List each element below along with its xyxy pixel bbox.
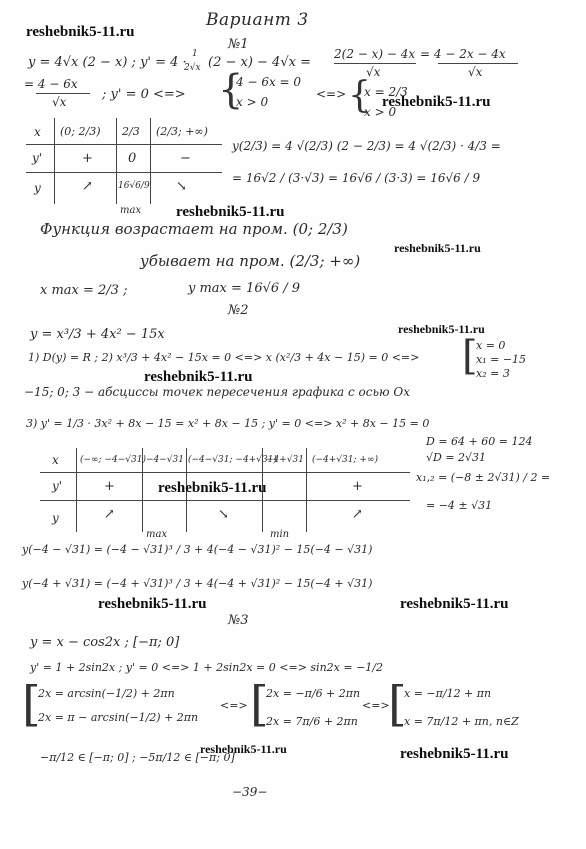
task-number-3: №3 (228, 613, 249, 628)
t1-frac3-bar (438, 63, 518, 64)
t2-roots-formula: x₁,₂ = (−8 ± 2√31) / 2 = (416, 471, 551, 484)
t2-table-min-label: min (270, 529, 290, 540)
watermark: reshebnik5-11.ru (158, 480, 267, 496)
t3-arrow-1: <=> (220, 699, 248, 712)
t1-frac-num: 1 (192, 49, 198, 59)
t1-system-eq2: x > 0 (236, 95, 269, 109)
t2-table-y-5: ↗ (352, 507, 363, 522)
t3-set2-eq2: 2x = 7π/6 + 2πn (266, 715, 358, 728)
watermark: reshebnik5-11.ru (382, 94, 491, 110)
t2-table-yp-1: + (104, 479, 115, 494)
t3-function: y = x − cos2x ; [−π; 0] (30, 635, 180, 650)
t1-frac3-den: √x (468, 65, 483, 79)
t1-table-yp-1: + (82, 151, 93, 166)
t2-table-y-3: ↘ (218, 507, 229, 522)
t3-set2-bracket: [ (250, 676, 269, 732)
t1-table-line (116, 118, 117, 204)
t3-set3-eq2: x = 7π/12 + πn, n∈Z (404, 715, 519, 728)
t3-set1-eq1: 2x = arcsin(−1/2) + 2πn (38, 687, 175, 700)
t2-intersection-note: −15; 0; 3 − абсциссы точек пересечения графика с осью Ox (24, 385, 411, 399)
watermark: reshebnik5-11.ru (398, 322, 485, 336)
watermark: reshebnik5-11.ru (144, 369, 253, 385)
t1-calc-2: = 16√2 / (3·√3) = 16√6 / (3·3) = 16√6 / 9 (232, 171, 481, 185)
t1-table-line (26, 144, 222, 145)
t3-set2-eq1: 2x = −π/6 + 2πn (266, 687, 361, 700)
t1-system2-brace: { (348, 75, 371, 116)
t1-table-yp-label: y' (32, 151, 43, 165)
t2-roots-value: = −4 ± √31 (426, 499, 493, 512)
t2-domain-and-roots: 1) D(y) = R ; 2) x³/3 + 4x² − 15x = 0 <=> x (x²/3 + 4x − 15) = 0 <=> (28, 351, 420, 364)
t2-table-line (40, 472, 410, 473)
t2-table-y-1: ↗ (104, 507, 115, 522)
t3-arrow-2: <=> (362, 699, 390, 712)
watermark: reshebnik5-11.ru (26, 24, 135, 40)
t1-ymax: y max = 16√6 / 9 (188, 281, 301, 296)
t1-simplified-bar (36, 93, 90, 94)
t3-derivative: y' = 1 + 2sin2x ; y' = 0 <=> 1 + 2sin2x = 0 <=> sin2x = −1/2 (30, 661, 383, 674)
t1-system-brace: { (218, 67, 244, 113)
watermark: reshebnik5-11.ru (400, 746, 509, 762)
t1-table-line (150, 118, 151, 204)
t1-frac2-num: 2(2 − x) − 4x (334, 47, 416, 61)
t2-table-line (306, 448, 307, 532)
t1-simplified-den: √x (52, 95, 67, 109)
t2-function: y = x³/3 + 4x² − 15x (30, 327, 165, 342)
t2-root-1: x₁ = −15 (476, 353, 527, 366)
t2-table-yp-label: y' (52, 479, 63, 493)
t3-set1-eq2: 2x = π − arcsin(−1/2) + 2πn (38, 711, 199, 724)
t2-table-line (40, 500, 410, 501)
page-number: −39− (232, 785, 268, 799)
watermark: reshebnik5-11.ru (394, 241, 481, 255)
t3-membership: −π/12 ∈ [−π; 0] ; −5π/12 ∈ [−π; 0] (40, 751, 235, 764)
t3-set3-eq1: x = −π/12 + πn (404, 687, 492, 700)
task-number-2: №2 (228, 303, 249, 318)
t1-table-yp-3: − (180, 151, 191, 166)
t2-y-at-max: y(−4 − √31) = (−4 − √31)³ / 3 + 4(−4 − √31)² − 15(−4 − √31) (22, 543, 373, 556)
t1-table-line (54, 118, 55, 204)
t1-system2-eq2: x > 0 (364, 105, 397, 119)
watermark: reshebnik5-11.ru (176, 204, 285, 220)
watermark: reshebnik5-11.ru (98, 596, 207, 612)
t2-root-0: x = 0 (476, 339, 506, 352)
t1-table-y-1: ↗ (82, 179, 93, 194)
t2-table-head-3: (−4−√31; −4+√31) (188, 455, 277, 465)
watermark: reshebnik5-11.ru (200, 742, 287, 756)
t2-root-2: x₂ = 3 (476, 367, 510, 380)
t1-simplified-num: = 4 − 6x (24, 77, 78, 91)
t1-table-yp-2: 0 (128, 151, 137, 166)
t1-table-line (26, 172, 222, 173)
t2-table-head-x: x (52, 453, 59, 467)
t2-table-y-label: y (52, 511, 59, 525)
t1-calc-1: y(2/3) = 4 √(2/3) (2 − 2/3) = 4 √(2/3) · 4/3 = (232, 139, 501, 153)
t2-derivative: 3) y' = 1/3 · 3x² + 8x − 15 = x² + 8x − 15 ; y' = 0 <=> x² + 8x − 15 = 0 (26, 417, 430, 430)
t2-table-yp-5: + (352, 479, 363, 494)
t1-table-y-label: y (34, 181, 41, 195)
t1-table-head-point: 2/3 (122, 125, 140, 138)
t1-table-head-interval1: (0; 2/3) (60, 125, 101, 138)
t1-frac2-den: √x (366, 65, 381, 79)
t1-derivative-line-a: y = 4√x (2 − x) ; y' = 4 · (28, 55, 187, 70)
t2-table-max-label: max (146, 529, 168, 540)
t1-frac3-num: = 4 − 2x − 4x (420, 47, 506, 61)
t2-discriminant: D = 64 + 60 = 124 (426, 435, 533, 448)
t1-system-arrow: <=> (316, 87, 347, 101)
t1-zero-condition: ; y' = 0 <=> (102, 87, 186, 102)
t2-y-at-min: y(−4 + √31) = (−4 + √31)³ / 3 + 4(−4 + √31)² − 15(−4 + √31) (22, 577, 373, 590)
task-number-1: №1 (228, 37, 249, 52)
t2-roots-brace: [ (462, 333, 478, 379)
t1-table-y-3: ↘ (176, 179, 187, 194)
t2-table-head-2: −4−√31 (146, 455, 184, 465)
t1-frac-den: 2√x (184, 63, 201, 73)
variant-title: Вариант 3 (206, 10, 309, 30)
t1-table-y-2: 16√6/9 (118, 181, 150, 191)
watermark: reshebnik5-11.ru (400, 596, 509, 612)
t1-table-head-interval2: (2/3; +∞) (156, 125, 208, 138)
t2-table-head-1: (−∞; −4−√31) (80, 455, 146, 465)
t2-sqrt-discriminant: √D = 2√31 (426, 451, 487, 464)
t1-table-max-label: max (120, 205, 142, 216)
t1-system-eq1: 4 − 6x = 0 (236, 75, 302, 89)
t3-set1-bracket: [ (22, 676, 41, 732)
t1-system2-eq1: x = 2/3 (364, 85, 408, 99)
t2-table-head-4: −4+√31 (266, 455, 304, 465)
t1-xmax: x max = 2/3 ; (40, 283, 128, 298)
t2-table-head-5: (−4+√31; +∞) (312, 455, 378, 465)
t1-conclusion-decreasing: убывает на пром. (2/3; +∞) (140, 252, 361, 270)
t1-derivative-line-b: (2 − x) − 4√x = (208, 55, 311, 70)
t1-frac2-bar (334, 63, 416, 64)
t2-table-line (76, 448, 77, 532)
t1-conclusion-increasing: Функция возрастает на пром. (0; 2/3) (40, 220, 348, 238)
t3-set3-bracket: [ (388, 676, 407, 732)
t1-table-head-x: x (34, 125, 41, 139)
